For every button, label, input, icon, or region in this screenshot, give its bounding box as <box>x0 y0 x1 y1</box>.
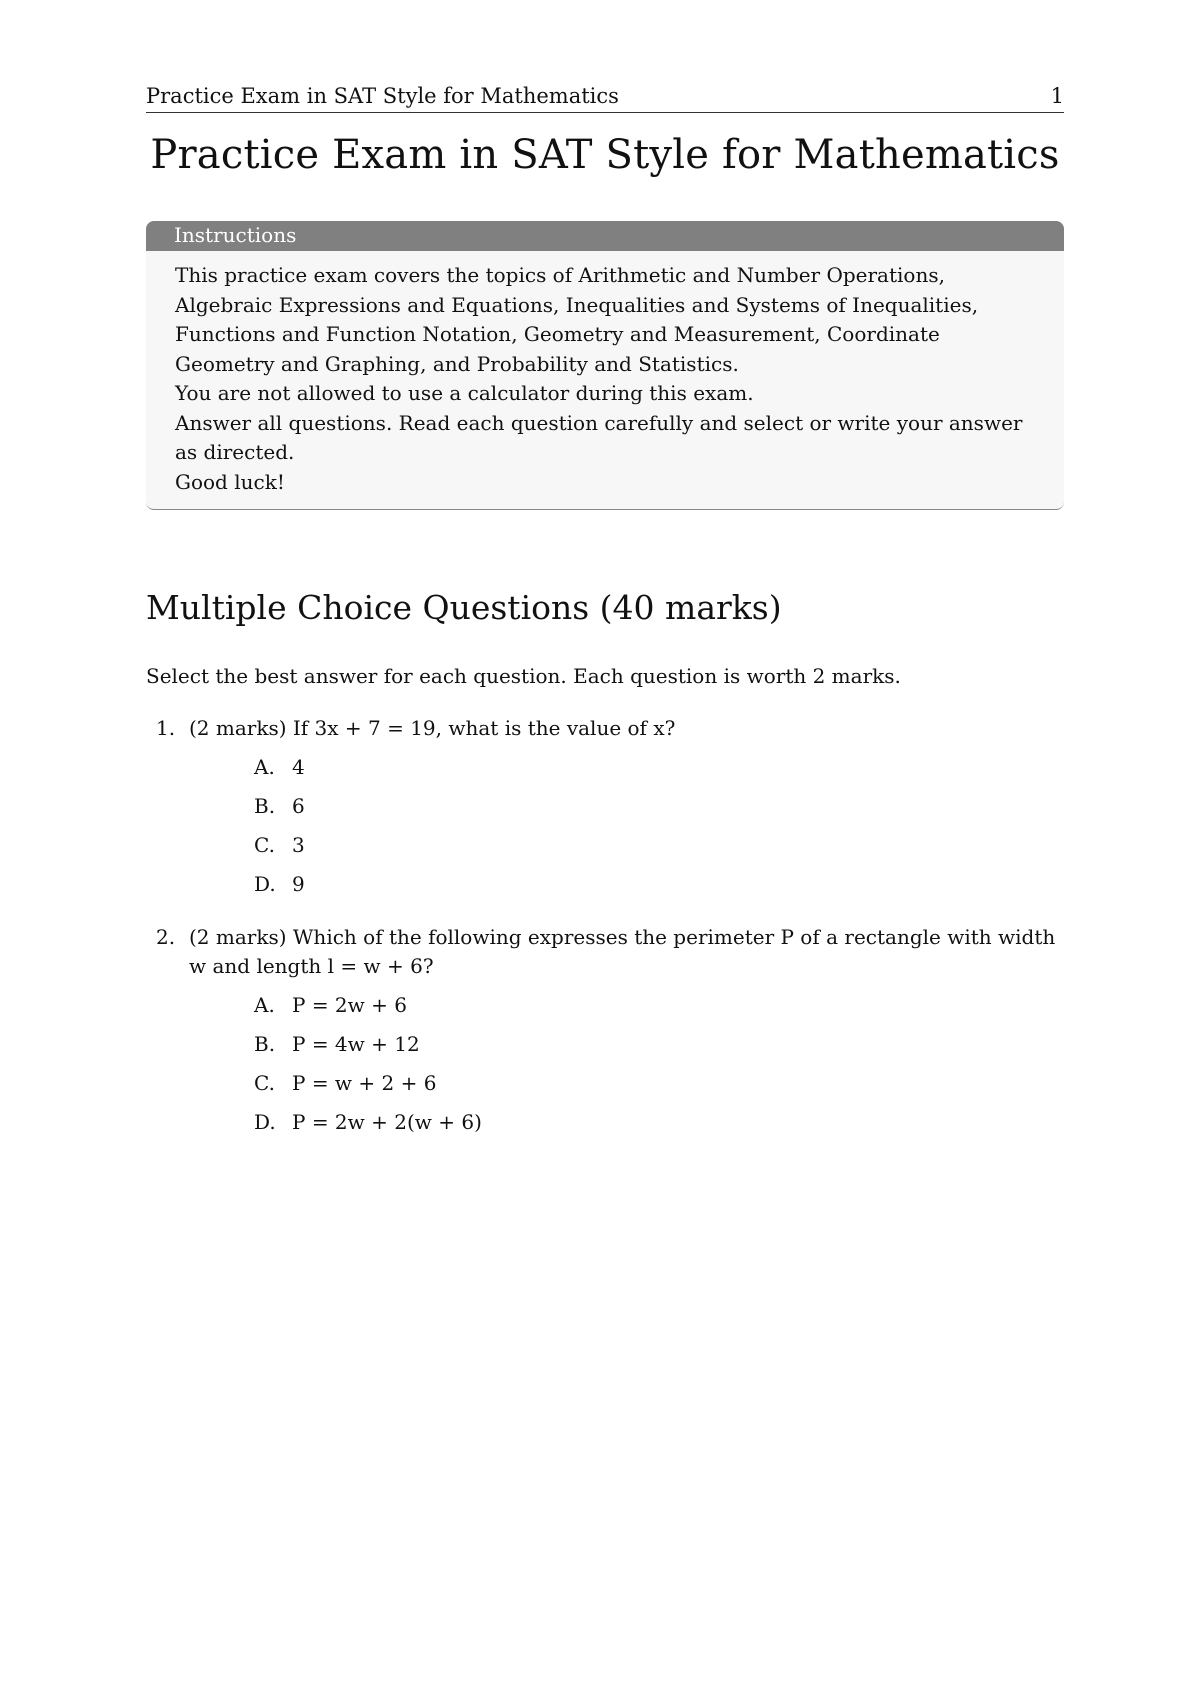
question-number: 1. <box>156 716 176 740</box>
option-text: P = 2w + 2(w + 6) <box>292 1110 482 1134</box>
answer-option[interactable] <box>254 831 1064 870</box>
section-lead: Select the best answer for each question. Each question is worth 2 marks. <box>146 664 901 688</box>
option-text: 9 <box>292 872 305 896</box>
answer-option[interactable] <box>254 1069 1064 1108</box>
instructions-body <box>146 251 1064 509</box>
option-list <box>189 753 1064 909</box>
running-title: Practice Exam in SAT Style for Mathematics <box>146 84 619 108</box>
instructions-line: Answer all questions. Read each question carefully and select or write your answer as directed. <box>175 410 1023 464</box>
answer-option[interactable] <box>254 753 1064 792</box>
answer-option[interactable] <box>254 991 1064 1030</box>
question <box>146 714 1064 909</box>
page-title: Practice Exam in SAT Style for Mathematics <box>150 132 1060 178</box>
question-number: 2. <box>156 925 176 949</box>
option-letter: B. <box>254 794 276 818</box>
option-letter: B. <box>254 1032 276 1056</box>
option-text: P = w + 2 + 6 <box>292 1071 437 1095</box>
option-text: 6 <box>292 794 305 818</box>
option-list <box>189 991 1064 1147</box>
question-text: (2 marks) Which of the following expresses the perimeter P of a rectangle with width w and length l = w + 6? <box>189 925 1056 978</box>
answer-option[interactable] <box>254 792 1064 831</box>
option-letter: D. <box>254 872 276 896</box>
option-text: P = 2w + 6 <box>292 993 407 1017</box>
instructions-line: You are not allowed to use a calculator during this exam. <box>175 381 754 405</box>
running-header <box>146 84 1064 113</box>
page-number: 1 <box>1050 84 1064 108</box>
option-text: 3 <box>292 833 305 857</box>
answer-option[interactable] <box>254 1108 1064 1147</box>
answer-option[interactable] <box>254 1030 1064 1069</box>
question <box>146 923 1064 1147</box>
option-text: P = 4w + 12 <box>292 1032 420 1056</box>
option-text: 4 <box>292 755 305 779</box>
instructions-line: Good luck! <box>175 469 285 494</box>
option-letter: C. <box>254 1071 275 1095</box>
answer-option[interactable] <box>254 870 1064 909</box>
option-letter: C. <box>254 833 275 857</box>
instructions-box <box>146 221 1064 510</box>
question-list <box>146 714 1064 1161</box>
section-title: Multiple Choice Questions (40 marks) <box>146 588 782 627</box>
option-letter: A. <box>254 755 275 779</box>
option-letter: A. <box>254 993 275 1017</box>
question-text: (2 marks) If 3x + 7 = 19, what is the value of x? <box>189 716 676 740</box>
instructions-line: This practice exam covers the topics of Arithmetic and Number Operations, Algebraic Expressions and Equations, Inequalities and Systems of Inequalities, Functions and Function Notation, Geometry and Measurement, Coordinate Geometry and Graphing, and Probability and Statistics. <box>175 263 979 376</box>
option-letter: D. <box>254 1110 276 1134</box>
instructions-heading: Instructions <box>146 221 1064 251</box>
